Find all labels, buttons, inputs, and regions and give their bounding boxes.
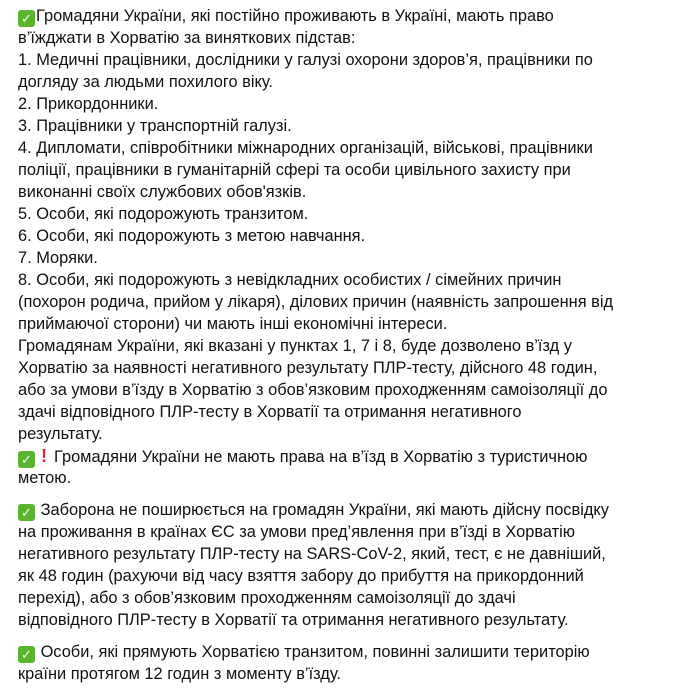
text-line: відповідного ПЛР-тесту в Хорватії та отримання негативного результату. [18, 611, 569, 629]
transit-block [18, 641, 668, 685]
exclamation-icon: ! [41, 446, 47, 466]
text-line: здачі відповідного ПЛР-тесту в Хорватії та отримання негативного [18, 403, 522, 421]
list-item: 5. Особи, які подорожують транзитом. [18, 205, 309, 223]
text-line: ✓ ! Громадяни України не мають права на в’їзд в Хорватію з туристичною [18, 445, 668, 467]
text-line: виконанні своїх службових обов'язків. [18, 183, 307, 201]
message-text [18, 5, 668, 685]
text-line: поліції, працівники в гуманітарній сфері та особи цивільного захисту при [18, 161, 571, 179]
list-item: 6. Особи, які подорожують з метою навчання. [18, 227, 366, 245]
text-line: Громадянам України, які вказані у пунктах 1, 7 і 8, буде дозволено в’їзд у [18, 337, 572, 355]
text-line: ✓ Особи, які прямують Хорватією транзитом, повинні залишити територію [18, 641, 668, 663]
list-item: 3. Працівники у транспортній галузі. [18, 117, 292, 135]
tourism-ban-block [18, 445, 668, 489]
text-line: перехід), або з обов’язковим проходженням самоізоляції до здачі [18, 589, 516, 607]
check-mark-icon: ✓ [18, 646, 35, 663]
entry-conditions-block [18, 5, 668, 445]
text-line: (похорон родича, прийом у лікаря), ділових причин (наявність запрошення від [18, 293, 614, 311]
text-line: ✓ Громадяни України, які постійно проживають в Україні, мають право [18, 5, 668, 27]
eu-residents-exception-block [18, 499, 668, 631]
text-line: на проживання в країнах ЄС за умови пред’явлення при в’їзді в Хорватію [18, 523, 576, 541]
list-item: 1. Медичні працівники, дослідники у галузі охорони здоров’я, працівники по [18, 51, 593, 69]
text-line: метою. [18, 469, 72, 487]
text-line: країни протягом 12 годин з моменту в’їзду. [18, 665, 341, 683]
text-line: як 48 годин (рахуючи від часу взяття забору до прибуття на прикордонний [18, 567, 584, 585]
text-line: в’їжджати в Хорватію за виняткових підстав: [18, 29, 356, 47]
text-line: ✓ Заборона не поширюється на громадян України, які мають дійсну посвідку [18, 499, 668, 521]
check-mark-icon: ✓ [18, 504, 35, 521]
list-item: 2. Прикордонники. [18, 95, 159, 113]
check-mark-icon: ✓ [18, 451, 35, 468]
text-line: приймаючої сторони) чи мають інші економічні інтереси. [18, 315, 448, 333]
text-line: догляду за людьми похилого віку. [18, 73, 273, 91]
text-line: Хорватію за наявності негативного результату ПЛР-тесту, дійсного 48 годин, [18, 359, 598, 377]
text-line: або за умови в’їзду в Хорватію з обов’язковим проходженням самоізоляції до [18, 381, 608, 399]
list-item: 7. Моряки. [18, 249, 98, 267]
list-item: 4. Дипломати, співробітники міжнародних організацій, військові, працівники [18, 139, 593, 157]
list-item: 8. Особи, які подорожують з невідкладних особистих / сімейних причин [18, 271, 562, 289]
text-line: результату. [18, 425, 103, 443]
text-line: негативного результату ПЛР-тесту на SARS-CoV-2, який, тест, є не давніший, [18, 545, 606, 563]
check-mark-icon: ✓ [18, 10, 35, 27]
